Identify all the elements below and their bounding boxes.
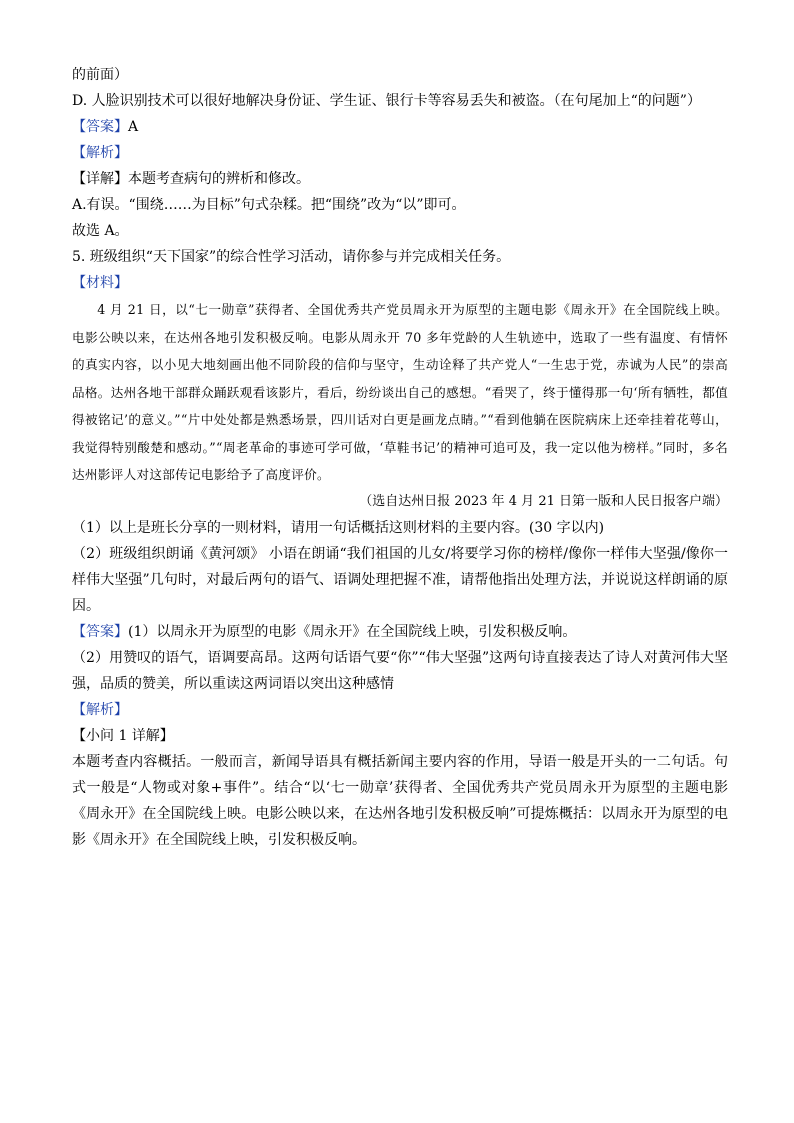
question-5-title: 5. 班级组织“天下国家”的综合性学习活动，请你参与并完成相关任务。	[72, 249, 511, 265]
answer-1-text: (1）以周永开为原型的电影《周永开》在全国院线上映，引发积极反响。	[128, 623, 577, 640]
sub-question-1-heading: 【小问 1 详解】	[72, 727, 174, 744]
explanation-line: A.有误。“围绕……为目标”句式杂糅。把“围绕”改为“以”即可。	[72, 197, 466, 213]
analysis-tag-2: 【解析】	[72, 701, 128, 718]
answer-tag-2: 【答案】	[72, 623, 128, 640]
document-page	[72, 62, 728, 853]
material-tag: 【材料】	[72, 275, 128, 291]
analysis-tag: 【解析】	[72, 145, 128, 161]
option-d-line: D. 人脸识别技术可以很好地解决身份证、学生证、银行卡等容易丢失和被盗。（在句尾加上“的问题”）	[72, 93, 701, 109]
detail-paragraph: 本题考查内容概括。一般而言，新闻导语具有概括新闻主要内容的作用，导语一般是开头的一二句话。句式一般是“人物或对象+事件”。结合“以‘七一勋章’获得者、全国优秀共产党员周永开为原型的主题电影《周永开》在全国院线上映。电影公映以来，在达州各地引发积极反响”可提炼概括：以周永开为原型的电影《周永开》在全国院线上映，引发积极反响。	[72, 753, 728, 848]
detail-line: 【详解】本题考查病句的辨析和修改。	[72, 171, 310, 187]
choice-line: 故选 A。	[72, 223, 129, 239]
answer-value: A	[128, 119, 139, 135]
material-source: （选自达州日报 2023 年 4 月 21 日第一版和人民日报客户端）	[359, 493, 728, 509]
answer-2: （2）用赞叹的语气，语调要高昂。这两句话语气要“你”“伟大坚强”这两句诗直接表达了诗人对黄河伟大坚强，品质的赞美，所以重读这两词语以突出这种感情	[72, 649, 728, 692]
answer-tag: 【答案】	[72, 119, 128, 135]
material-passage	[72, 296, 728, 489]
answer-line	[72, 114, 728, 140]
text-line: 的前面）	[72, 67, 128, 83]
question-2: （2）班级组织朗诵《黄河颂》 小语在朗诵“我们祖国的儿女/将要学习你的榜样/像你一样伟大坚强/像你一样伟大坚强”几句时，对最后两句的语气、语调处理把握不准，请帮他指出处理方法，并说说这样朗诵的原因。	[72, 545, 728, 614]
question-1: （1）以上是班长分享的一则材料，请用一句话概括这则材料的主要内容。(30 字以内)	[72, 519, 605, 536]
answer-1	[72, 619, 728, 645]
material-text: 4 月 21 日，以“七一勋章”获得者、全国优秀共产党员周永开为原型的主题电影《周永开》在全国院线上映。电影公映以来，在达州各地引发积极反响。电影从周永开 70 多年党龄的人生轨迹中，选取了一些有温度、有情怀的真实内容，以小见大地刻画出他不同阶段的信仰与坚守，生动诠释了共产党人“一生忠于党，赤诚为人民”的崇高品格。达州各地干部群众踊跃观看该影片，看后，纷纷谈出自己的感想。“看哭了，终于懂得那一句‘所有牺牲，都值得被铭记’的意义。”“片中处处都是熟悉场景，四川话对白更是画龙点睛。”“看到他躺在医院病床上还牵挂着花萼山，我觉得特别酸楚和感动。”“周老革命的事迹可学可做，‘草鞋书记’的精神可追可及，我一定以他为榜样。”同时，多名达州影评人对这部传记电影给予了高度评价。	[72, 302, 728, 482]
